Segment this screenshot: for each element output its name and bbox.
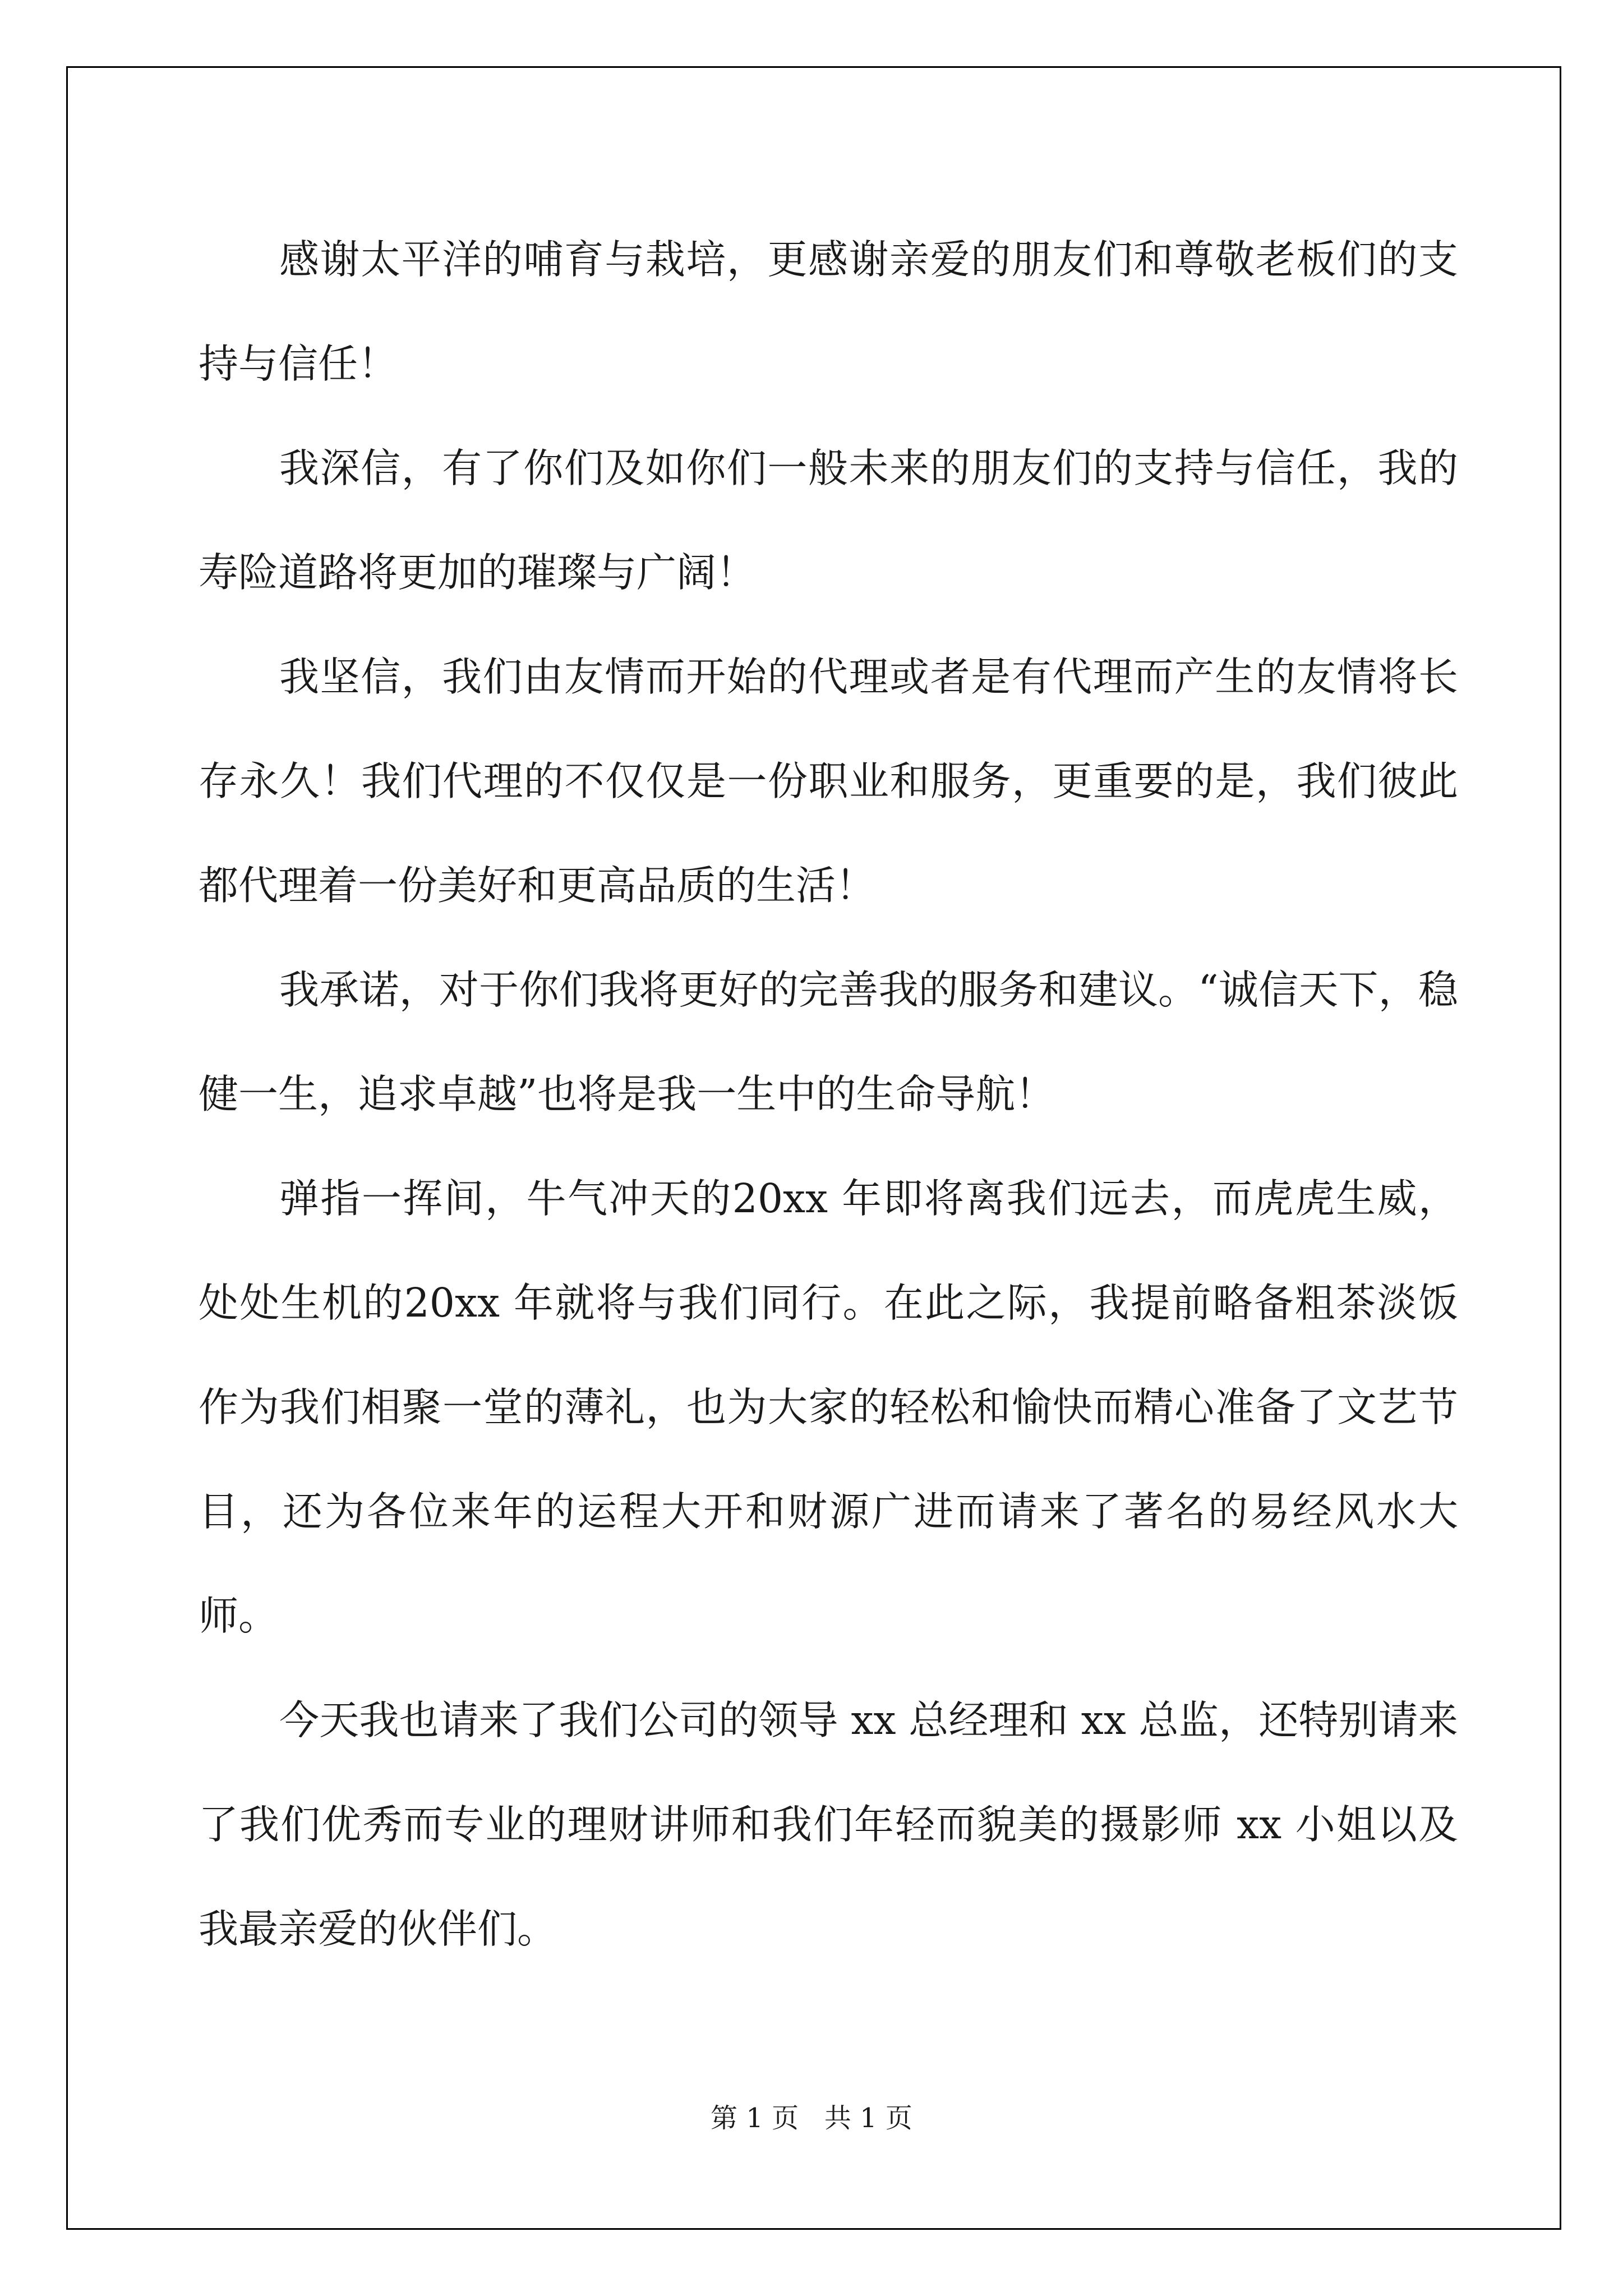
paragraph: 我承诺，对于你们我将更好的完善我的服务和建议。“诚信天下，稳健一生，追求卓越”也将是我一生中的生命导航！ <box>199 967 1458 1117</box>
document-body <box>199 208 1458 1981</box>
paragraph: 我坚信，我们由友情而开始的代理或者是有代理而产生的友情将长存永久！我们代理的不仅仅是一份职业和服务，更重要的是，我们彼此都代理着一份美好和更高品质的生活！ <box>199 654 1458 909</box>
paragraph: 弹指一挥间，牛气冲天的20xx 年即将离我们远去，而虎虎生威，处处生机的20xx 年就将与我们同行。在此之际，我提前略备粗茶淡饭作为我们相聚一堂的薄礼，也为大家的轻松和愉快而精心准备了文艺节目，还为各位来年的运程大开和财源广进而请来了著名的易经风水大师。 <box>199 1175 1458 1639</box>
paragraph: 感谢太平洋的哺育与栽培，更感谢亲爱的朋友们和尊敬老板们的支持与信任！ <box>199 236 1458 387</box>
paragraph: 我深信，有了你们及如你们一般未来的朋友们的支持与信任，我的寿险道路将更加的璀璨与广阔！ <box>199 445 1458 596</box>
paragraph: 今天我也请来了我们公司的领导 xx 总经理和 xx 总监，还特别请来了我们优秀而专业的理财讲师和我们年轻而貌美的摄影师 xx 小姐以及我最亲爱的伙伴们。 <box>199 1697 1458 1952</box>
page-number-footer: 第 1 页 共 1 页 <box>711 2102 912 2134</box>
